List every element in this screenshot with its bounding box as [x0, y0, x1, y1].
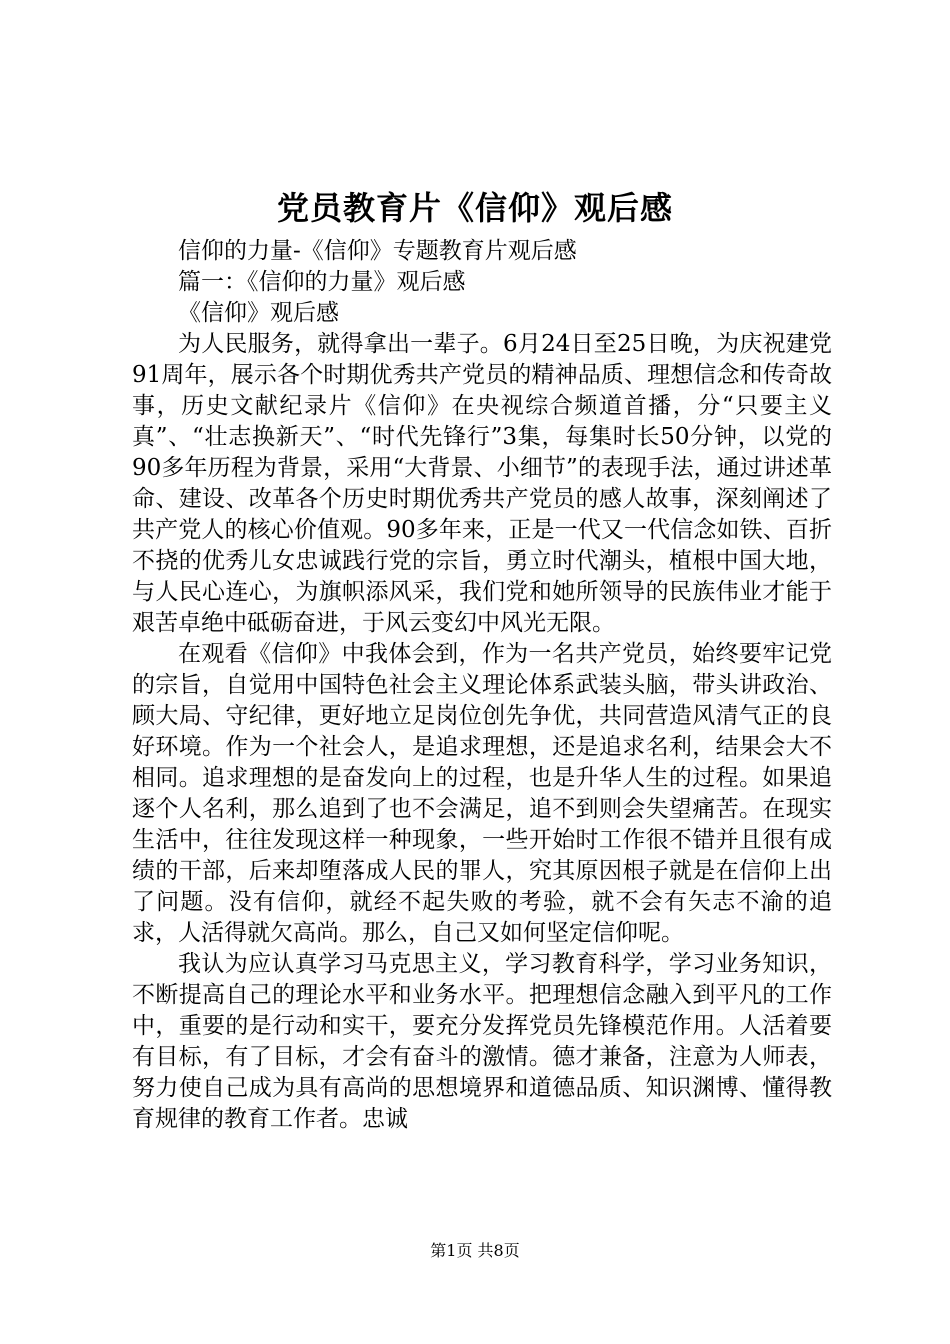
document-body	[132, 236, 832, 1135]
page-footer: 第1页 共8页	[430, 1241, 520, 1260]
document-title: 党员教育片《信仰》观后感	[276, 189, 673, 227]
intro-line-heading: 《信仰》观后感	[178, 300, 339, 326]
body-paragraph: 为人民服务，就得拿出一辈子。6月24日至25日晚，为庆祝建党91周年，展示各个时期优秀共产党员的精神品质、理想信念和传奇故事，历史文献纪录片《信仰》在央视综合频道首播，分“只要主义真”、“壮志换新天”、“时代先锋行”3集，每集时长50分钟，以党的90多年历程为背景，采用“大背景、小细节”的表现手法，通过讲述革命、建设、改革各个历史时期优秀共产党员的感人故事，深刻阐述了共产党人的核心价值观。90多年来，正是一代又一代信念如铁、百折不挠的优秀儿女忠诚践行党的宗旨，勇立时代潮头，植根中国大地，与人民心连心，为旗帜添风采，我们党和她所领导的民族伟业才能于艰苦卓绝中砥砺奋进，于风云变幻中风光无限。	[132, 331, 832, 636]
body-paragraph: 在观看《信仰》中我体会到，作为一名共产党员，始终要牢记党的宗旨，自觉用中国特色社会主义理论体系武装头脑，带头讲政治、顾大局、守纪律，更好地立足岗位创先争优，共同营造风清气正的良好环境。作为一个社会人，是追求理想，还是追求名利，结果会大不相同。追求理想的是奋发向上的过程，也是升华人生的过程。如果追逐个人名利，那么追到了也不会满足，追不到则会失望痛苦。在现实生活中，往往发现这样一种现象，一些开始时工作很不错并且很有成绩的干部，后来却堕落成人民的罪人，究其原因根子就是在信仰上出了问题。没有信仰，就经不起失败的考验，就不会有矢志不渝的追求，人活得就欠高尚。那么，自己又如何坚定信仰呢。	[132, 641, 832, 946]
body-paragraph: 我认为应认真学习马克思主义，学习教育科学，学习业务知识，不断提高自己的理论水平和业务水平。把理想信念融入到平凡的工作中，重要的是行动和实干，要充分发挥党员先锋模范作用。人活着要有目标，有了目标，才会有奋斗的激情。德才兼备，注意为人师表，努力使自己成为具有高尚的思想境界和道德品质、知识渊博、懂得教育规律的教育工作者。忠诚	[132, 951, 832, 1132]
intro-line-chapter: 篇一：《信仰的力量》观后感	[178, 269, 466, 295]
intro-line-subtitle: 信仰的力量-《信仰》专题教育片观后感	[178, 238, 577, 264]
